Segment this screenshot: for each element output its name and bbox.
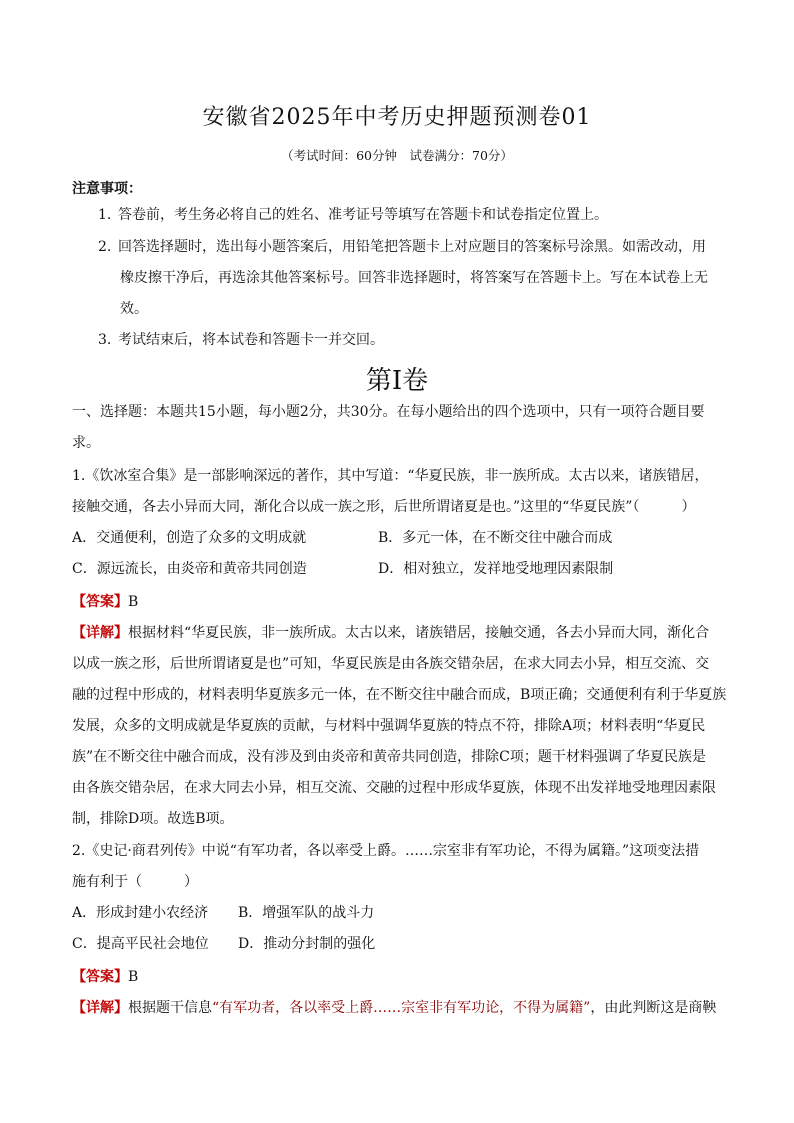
q1-detail-line: 融的过程中形成的，材料表明华夏族多元一体，在不断交往中融合而成，B项正确；交通便利有利于华夏族 <box>72 687 727 703</box>
q1-answer: 【答案】B <box>72 594 139 610</box>
question-1-stem: 1.《饮冰室合集》是一部影响深远的著作，其中写道：“华夏民族，非一族所成。太古以来，诸族错居， <box>72 468 709 484</box>
page-title: 安徽省2025年中考历史押题预测卷01 <box>202 105 592 130</box>
notice-heading: 注意事项： <box>72 181 142 197</box>
q2-option-d: D．推动分封制的强化 <box>238 936 376 952</box>
question-1-stem-cont: 接触交通，各去小异而大同，渐化合以成一族之形，后世所谓诸夏是也。”这里的“华夏民族”（ ） <box>72 499 696 515</box>
q2-option-a: A．形成封建小农经济 <box>72 905 209 921</box>
q2-option-c: C．提高平民社会地位 <box>72 936 209 952</box>
notice-item: 3. 考试结束后，将本试卷和答题卡一并交回。 <box>98 332 384 348</box>
section-instruction-cont: 求。 <box>72 435 100 451</box>
q1-option-b: B．多元一体，在不断交往中融合而成 <box>378 530 613 546</box>
volume-title: 第Ⅰ卷 <box>365 366 429 396</box>
q1-option-a: A．交通便利，创造了众多的文明成就 <box>72 530 307 546</box>
exam-info: （考试时间：60分钟 试卷满分：70分） <box>281 148 513 163</box>
question-2-stem-cont: 施有利于（ ） <box>72 874 198 890</box>
q1-detail-line: 由各族交错杂居，在求大同去小异，相互交流、交融的过程中形成华夏族，体现不出发祥地受地理因素限 <box>72 780 716 796</box>
q1-detail: 【详解】根据材料“华夏民族，非一族所成。太古以来，诸族错居，接触交通，各去小异而大同，渐化合 <box>72 625 710 641</box>
q1-detail-line: 族”在不断交往中融合而成，没有涉及到由炎帝和黄帝共同创造，排除C项；题干材料强调了华夏民族是 <box>72 749 706 765</box>
q1-detail-line: 制，排除D项。故选B项。 <box>72 811 234 827</box>
q2-option-b: B．增强军队的战斗力 <box>238 905 375 921</box>
q1-detail-line: 发展，众多的文明成就是华夏族的贡献，与材料中强调华夏族的特点不符，排除A项；材料表明“华夏民 <box>72 718 706 734</box>
q1-option-c: C．源远流长，由炎帝和黄帝共同创造 <box>72 561 307 577</box>
notice-item-continued: 效。 <box>120 301 148 317</box>
q1-detail-line: 以成一族之形，后世所谓诸夏是也”可知，华夏民族是由各族交错杂居，在求大同去小异，相互交流、交 <box>72 656 710 672</box>
section-instruction: 一、选择题：本题共15小题，每小题2分，共30分。在每小题给出的四个选项中，只有一项符合题目要 <box>72 404 705 420</box>
question-2-stem: 2.《史记·商君列传》中说“有军功者，各以率受上爵。……宗室非有军功论，不得为属籍。”这项变法措 <box>72 843 700 859</box>
notice-item-continued: 橡皮擦干净后，再选涂其他答案标号。回答非选择题时，将答案写在答题卡上。写在本试卷上无 <box>120 270 708 286</box>
q2-detail: 【详解】根据题干信息“有军功者，各以率受上爵……宗室非有军功论，不得为属籍”，由此判断这是商鞅 <box>72 1000 717 1016</box>
q2-answer: 【答案】B <box>72 969 139 985</box>
notice-item: 1. 答卷前，考生务必将自己的姓名、准考证号等填写在答题卡和试卷指定位置上。 <box>98 207 608 223</box>
notice-item: 2. 回答选择题时，选出每小题答案后，用铅笔把答题卡上对应题目的答案标号涂黑。如需改动，用 <box>98 239 706 255</box>
q1-option-d: D．相对独立，发祥地受地理因素限制 <box>378 561 614 577</box>
